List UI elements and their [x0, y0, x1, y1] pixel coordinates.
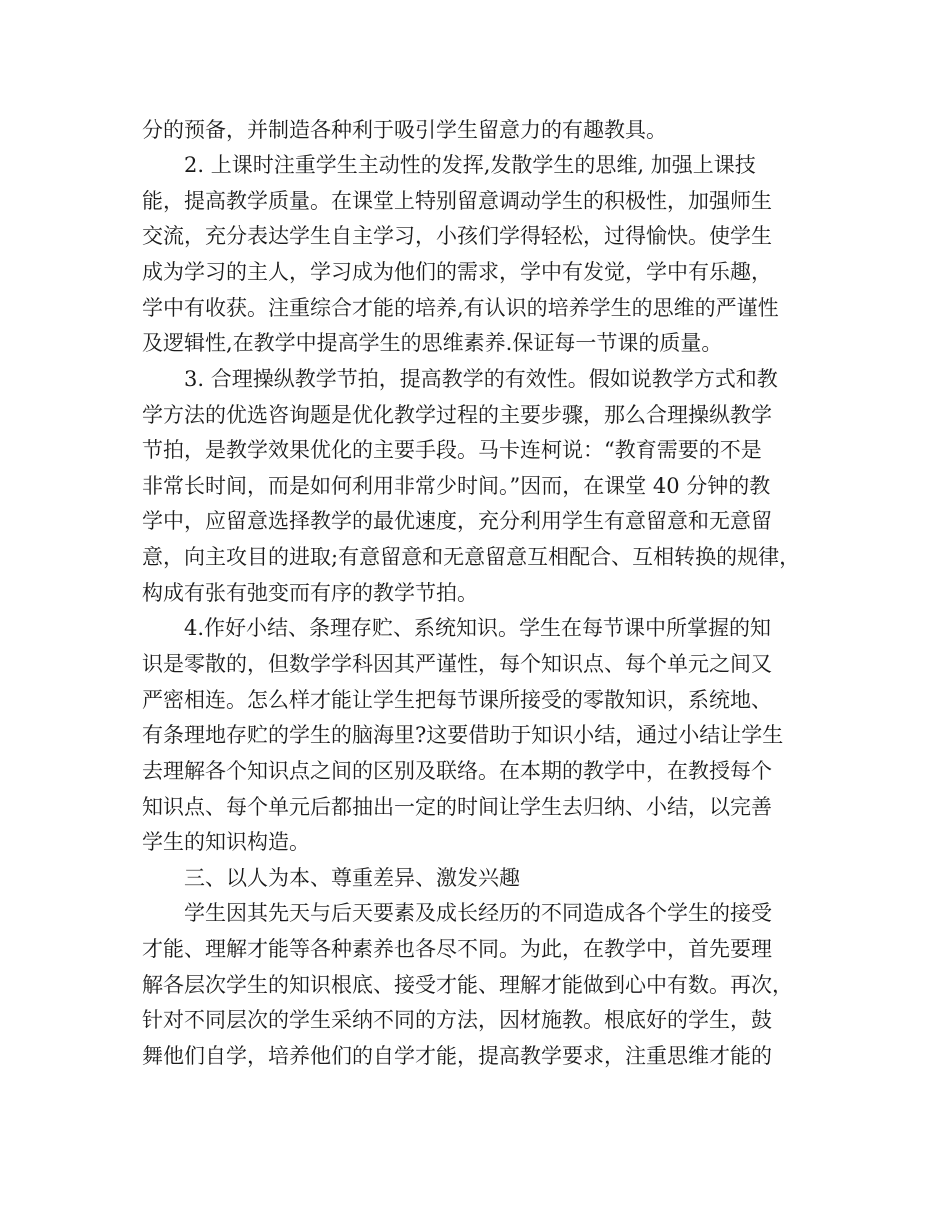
text-line: 学生的知识构造。	[142, 830, 310, 854]
text-line: 有条理地存贮的学生的脑海里?这要借助于知识小结，通过小结让学生	[142, 723, 784, 747]
text-line: 构成有张有弛变而有序的教学节拍。	[142, 581, 478, 605]
text-line: 学方法的优选咨询题是优化教学过程的主要步骤，那么合理操纵教学	[142, 403, 772, 427]
text-line: 学中，应留意选择教学的最优速度，充分利用学生有意留意和无意留	[142, 509, 772, 533]
text-line: 节拍，是教学效果优化的主要手段。马卡连柯说：“教育需要的不是	[142, 438, 762, 462]
text-line: 舞他们自学，培养他们的自学才能，提高教学要求，注重思维才能的	[142, 1044, 772, 1068]
text-line: 去理解各个知识点之间的区别及联络。在本期的教学中，在教授每个	[142, 759, 772, 783]
text-line: 能，提高教学质量。在课堂上特别留意调动学生的积极性，加强师生	[142, 189, 772, 213]
paragraph-4-start: 4.作好小结、条理存贮、系统知识。学生在每节课中所掌握的知	[184, 616, 772, 640]
paragraph-2-start: 2. 上课时注重学生主动性的发挥,发散学生的思维, 加强上课技	[184, 153, 756, 177]
text-line: 非常长时间，而是如何利用非常少时间。”因而，在课堂 40 分钟的教	[142, 474, 771, 498]
paragraph-3-start: 3. 合理操纵教学节拍，提高教学的有效性。假如说教学方式和教	[184, 367, 778, 391]
text-line: 才能、理解才能等各种素养也各尽不同。为此，在教学中，首先要理	[142, 937, 772, 961]
paragraph-5-start: 学生因其先天与后天要素及成长经历的不同造成各个学生的接受	[184, 901, 772, 925]
text-line: 学中有收获。注重综合才能的培养,有认识的培养学生的思维的严谨性	[142, 296, 779, 320]
text-line: 意，向主攻目的进取;有意留意和无意留意互相配合、互相转换的规律，	[142, 545, 801, 569]
text-line: 交流，充分表达学生自主学习，小孩们学得轻松，过得愉快。使学生	[142, 224, 772, 248]
text-line: 解各层次学生的知识根底、接受才能、理解才能做到心中有数。再次，	[142, 973, 793, 997]
section-heading: 三、以人为本、尊重差异、激发兴趣	[184, 866, 520, 890]
text-line: 识是零散的，但数学学科因其严谨性，每个知识点、每个单元之间又	[142, 652, 772, 676]
text-line: 针对不同层次的学生采纳不同的方法，因材施教。根底好的学生，鼓	[142, 1008, 772, 1032]
text-line: 严密相连。怎么样才能让学生把每节课所接受的零散知识，系统地、	[142, 688, 772, 712]
text-line: 分的预备，并制造各种利于吸引学生留意力的有趣教具。	[142, 118, 667, 142]
text-line: 知识点、每个单元后都抽出一定的时间让学生去归纳、小结，以完善	[142, 795, 772, 819]
text-line: 成为学习的主人，学习成为他们的需求，学中有发觉，学中有乐趣，	[142, 260, 772, 284]
text-line: 及逻辑性,在教学中提高学生的思维素养.保证每一节课的质量。	[142, 331, 723, 355]
